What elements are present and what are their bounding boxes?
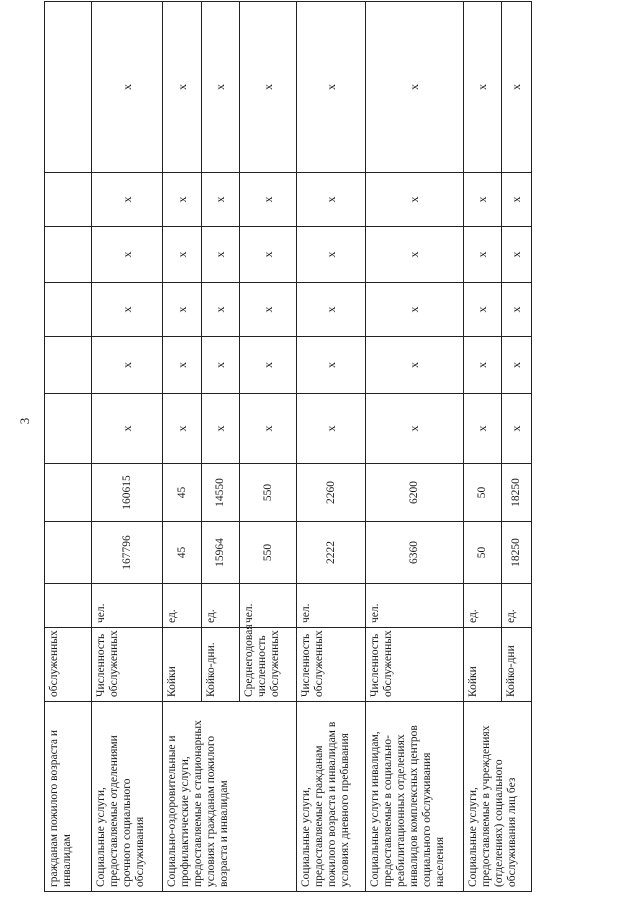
mark-cell: х	[163, 227, 202, 283]
service-cell: Социальные услуги инвалидам, предоставляемые в социально-реабилитационных отделениях инвалидов комплексных центров социального обслуживания населения	[366, 702, 464, 892]
mark-cell: х	[240, 2, 297, 173]
value-cell: 15964	[202, 522, 240, 584]
value-cell: 550	[240, 522, 297, 584]
mark-cell: х	[202, 283, 240, 337]
indicator-cell: Койко-дни	[502, 628, 532, 702]
mark-cell: х	[202, 173, 240, 227]
table-row	[297, 2, 366, 892]
indicator-cell: Численность обслуженных	[297, 628, 366, 702]
mark-cell: х	[240, 283, 297, 337]
mark-cell: х	[502, 283, 532, 337]
service-cell: гражданам пожилого возраста и инвалидам	[45, 702, 92, 892]
mark-cell: х	[502, 173, 532, 227]
mark-cell: х	[163, 394, 202, 464]
mark-cell: х	[92, 173, 163, 227]
value-cell: 2222	[297, 522, 366, 584]
mark-cell: х	[366, 337, 464, 394]
indicator-cell: Койки	[464, 628, 502, 702]
table-row	[92, 2, 163, 892]
mark-cell: х	[163, 283, 202, 337]
service-cell: Социально-оздоровительные и профилактические услуги, предоставляемые в стационарных условиях гражданам пожилого возраста и инвалидам	[163, 702, 297, 892]
unit-cell: ед.	[502, 584, 532, 628]
value-cell: 45	[163, 522, 202, 584]
services-table	[44, 1, 532, 892]
mark-cell: х	[297, 283, 366, 337]
page-number: 3	[17, 417, 32, 425]
indicator-cell: Среднегодовая численность обслуженных	[240, 628, 297, 702]
mark-cell: х	[366, 173, 464, 227]
mark-cell: х	[297, 227, 366, 283]
table-row	[366, 2, 464, 892]
mark-cell: х	[464, 337, 502, 394]
unit-cell: чел.	[366, 584, 464, 628]
mark-cell: х	[366, 394, 464, 464]
unit-cell: чел.	[297, 584, 366, 628]
mark-cell: х	[297, 337, 366, 394]
mark-cell: х	[240, 337, 297, 394]
rotated-table-area	[44, 42, 531, 892]
unit-cell: ед.	[202, 584, 240, 628]
mark-cell: х	[202, 2, 240, 173]
value-cell: 167796	[92, 522, 163, 584]
mark-cell: х	[240, 227, 297, 283]
mark-cell: х	[464, 394, 502, 464]
mark-cell: х	[240, 173, 297, 227]
indicator-cell: Численность обслуженных	[92, 628, 163, 702]
mark-cell: х	[92, 394, 163, 464]
mark-cell: х	[464, 227, 502, 283]
mark-cell: х	[502, 2, 532, 173]
mark-cell: х	[502, 337, 532, 394]
mark-cell: х	[163, 2, 202, 173]
mark-cell: х	[240, 394, 297, 464]
mark-cell: х	[464, 2, 502, 173]
unit-cell: чел.	[92, 584, 163, 628]
value-cell: 50	[464, 464, 502, 522]
mark-cell: х	[202, 227, 240, 283]
mark-cell: х	[202, 337, 240, 394]
value-cell: 14550	[202, 464, 240, 522]
mark-cell: х	[366, 227, 464, 283]
value-cell: 18250	[502, 522, 532, 584]
mark-cell: х	[202, 394, 240, 464]
mark-cell: х	[92, 283, 163, 337]
service-cell: Социальные услуги, предоставляемые отделениями срочного социального обслуживания	[92, 702, 163, 892]
unit-cell: чел.	[240, 584, 297, 628]
table-row	[163, 2, 202, 892]
table-row-header	[45, 2, 92, 892]
mark-cell: х	[502, 227, 532, 283]
service-cell: Социальные услуги, предоставляемые в учреждениях (отделениях) социального обслуживания лиц без	[464, 702, 532, 892]
mark-cell: х	[163, 337, 202, 394]
mark-cell: х	[297, 394, 366, 464]
mark-cell: х	[366, 2, 464, 173]
mark-cell: х	[92, 2, 163, 173]
value-cell: 45	[163, 464, 202, 522]
mark-cell: х	[366, 283, 464, 337]
mark-cell: х	[163, 173, 202, 227]
mark-cell: х	[297, 173, 366, 227]
value-cell: 160615	[92, 464, 163, 522]
value-cell: 550	[240, 464, 297, 522]
value-cell: 2260	[297, 464, 366, 522]
mark-cell: х	[297, 2, 366, 173]
mark-cell: х	[92, 227, 163, 283]
indicator-cell: Численность обслуженных	[366, 628, 464, 702]
value-cell: 50	[464, 522, 502, 584]
mark-cell: х	[464, 283, 502, 337]
value-cell: 18250	[502, 464, 532, 522]
indicator-cell: обслуженных	[45, 628, 92, 702]
mark-cell: х	[464, 173, 502, 227]
unit-cell: ед.	[163, 584, 202, 628]
indicator-cell: Койки	[163, 628, 202, 702]
value-cell: 6360	[366, 522, 464, 584]
table-row	[464, 2, 502, 892]
indicator-cell: Койко-дни.	[202, 628, 240, 702]
value-cell: 6200	[366, 464, 464, 522]
mark-cell: х	[92, 337, 163, 394]
mark-cell: х	[502, 394, 532, 464]
unit-cell: ед.	[464, 584, 502, 628]
service-cell: Социальные услуги, предоставляемые гражданам пожилого возраста и инвалидам в условиях дневного пребывания	[297, 702, 366, 892]
